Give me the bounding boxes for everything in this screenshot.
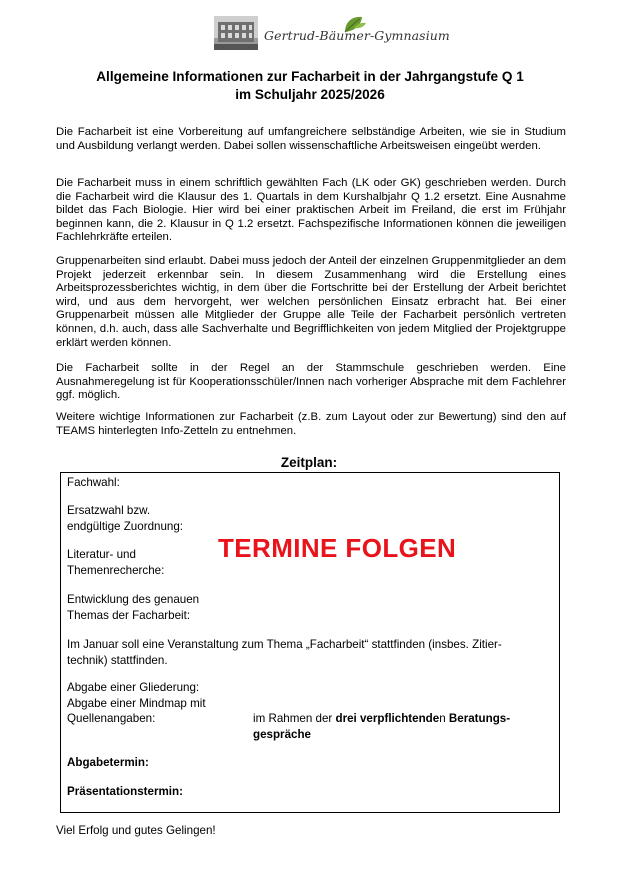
- januar-line-2: technik) stattfinden.: [67, 653, 168, 667]
- zeitplan-box: [60, 472, 560, 813]
- paragraph-gruppenarbeit: Gruppenarbeiten sind erlaubt. Dabei muss jedoch der Anteil der einzelnen Gruppenmitglieder an dem Projekt jederzeit erkennbar sein. In diesem Zusammenhang wird die Erstellung eines Arbeitsprozessberichtes wichtig, in dem über die Fortschritte bei der Erstellung der Arbeit berichtet wird, und aus dem hervorgeht, wer welchen persönlichen Einsatz erbracht hat. Bei einer Gruppenarbeit müssen alle Mitglieder der Gruppe alle Teile der Facharbeit persönlich vertreten können, d.h. auch, dass alle Sachverhalte und Begrifflichkeiten von jedem Mitglied der Projektgruppe erklärt werden können.: [56, 255, 566, 349]
- literatur-label: [67, 547, 164, 578]
- praesentationstermin-label: Präsentationstermin:: [67, 785, 183, 798]
- gliederung-line-1: Abgabe einer Gliederung:: [67, 681, 200, 694]
- school-logo: [214, 14, 450, 54]
- literatur-line-2: Themenrecherche:: [67, 563, 165, 577]
- januar-line-1: Im Januar soll eine Veranstaltung zum Thema „Facharbeit“ stattfinden (insbes. Zitier-: [67, 638, 502, 651]
- closing-text: Viel Erfolg und gutes Gelingen!: [56, 824, 216, 837]
- beratung-prefix: im Rahmen der: [253, 712, 336, 725]
- termine-folgen-stamp: TERMINE FOLGEN: [218, 533, 457, 563]
- document-title: [40, 68, 580, 104]
- paragraph-stammschule: Die Facharbeit sollte in der Regel an der Stammschule geschrieben werden. Eine Ausnahmeregelung ist für Kooperationsschüler/Innen nach vorheriger Absprache mit dem Fachlehrer ggf. möglich.: [56, 362, 566, 402]
- entwicklung-label: [67, 592, 199, 623]
- literatur-line-1: Literatur- und: [67, 548, 136, 561]
- paragraph-teams: Weitere wichtige Informationen zur Facharbeit (z.B. zum Layout oder zur Bewertung) sind den auf TEAMS hinterlegten Info-Zetteln zu entnehmen.: [56, 411, 566, 437]
- entwicklung-line-1: Entwicklung des genauen: [67, 593, 200, 606]
- ersatzwahl-line-1: Ersatzwahl bzw.: [67, 504, 151, 517]
- beratung-mid: n: [439, 712, 449, 725]
- paragraph-fach: Die Facharbeit muss in einem schriftlich gewählten Fach (LK oder GK) geschrieben werden. Durch die Facharbeit wird die Klausur des 1. Quartals in dem Kurshalbjahr Q 1.2 ersetzt. Eine Ausnahme bildet das Fach Biologie. Hier wird bei einer praktischen Arbeit im Freiland, die erst im Frühjahr beginnen kann, die 2. Klausur in Q 1.2 ersetzt. Fachspezifische Informationen können die jeweiligen Fachlehrkräfte erteilen.: [56, 177, 566, 244]
- beratung-bold-2: Beratungs-: [448, 712, 511, 725]
- ersatzwahl-label: [67, 503, 183, 534]
- beratungsgespraeche-note: [253, 711, 510, 742]
- title-line-2: im Schuljahr 2025/2026: [235, 87, 385, 102]
- januar-veranstaltung: [67, 637, 553, 668]
- gliederung-line-3: Quellenangaben:: [67, 712, 156, 725]
- title-line-1: Allgemeine Informationen zur Facharbeit in der Jahrgangstufe Q 1: [96, 69, 524, 84]
- zeitplan-heading: Zeitplan:: [280, 455, 338, 470]
- school-building-icon: [214, 16, 258, 50]
- paragraph-intro: Die Facharbeit ist eine Vorbereitung auf umfangreichere selbständige Arbeiten, wie sie in Studium und Ausbildung verlangt werden. Dabei sollen wissenschaftliche Arbeitsweisen eingeübt werden.: [56, 126, 566, 152]
- gliederung-label: [67, 680, 206, 727]
- fachwahl-label: Fachwahl:: [67, 476, 120, 489]
- abgabetermin-label: Abgabetermin:: [67, 756, 149, 769]
- entwicklung-line-2: Themas der Facharbeit:: [67, 608, 191, 622]
- beratung-bold-1: drei verpflichtende: [335, 712, 440, 725]
- gliederung-line-2: Abgabe einer Mindmap mit: [67, 696, 206, 710]
- school-name: Gertrud-Bäumer-Gymnasium: [264, 28, 450, 43]
- ersatzwahl-line-2: endgültige Zuordnung:: [67, 519, 184, 533]
- beratung-bold-3: gespräche: [253, 727, 311, 741]
